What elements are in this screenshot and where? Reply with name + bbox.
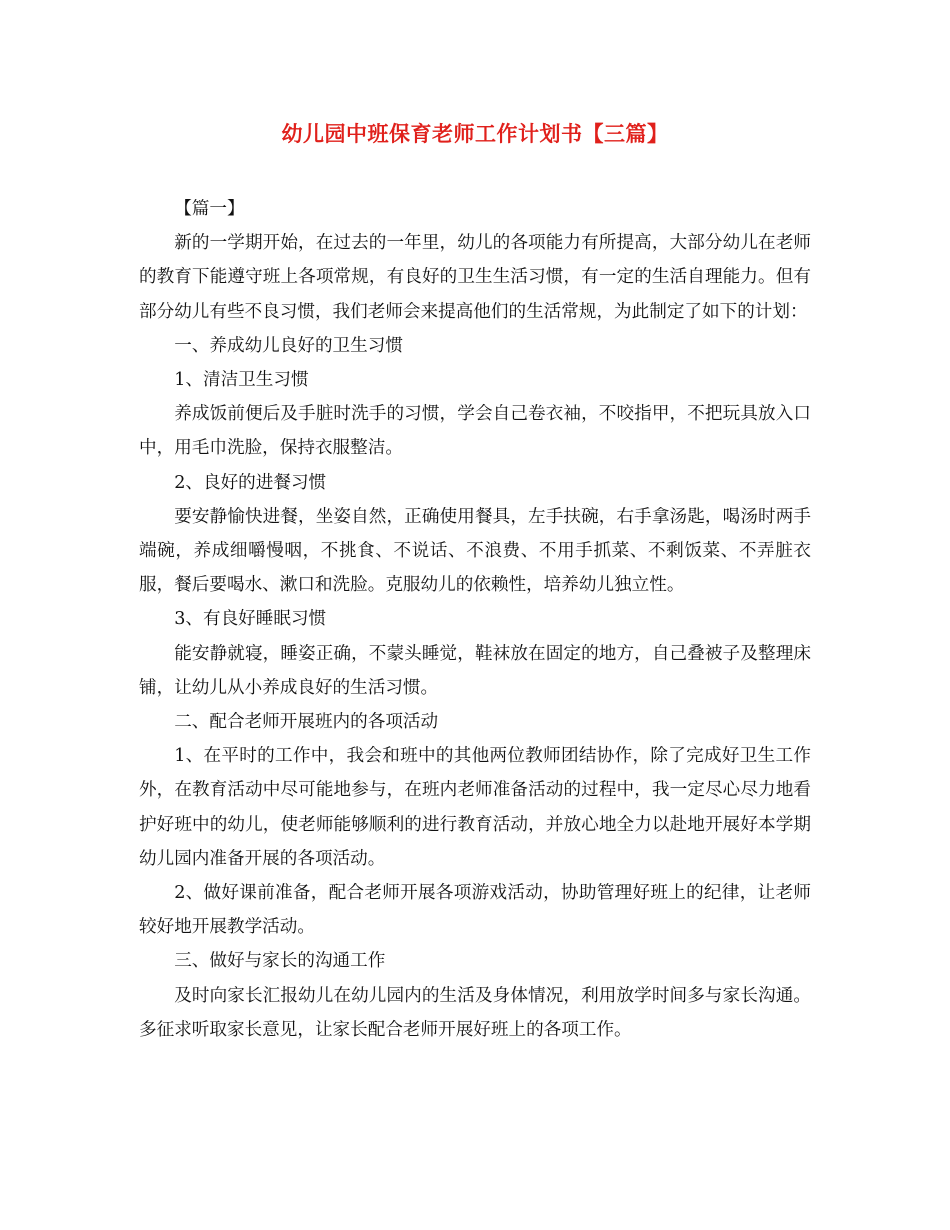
heading-hygiene-habits: 一、养成幼儿良好的卫生习惯 (174, 335, 403, 356)
paragraph-preparation: 2、做好课前准备，配合老师开展各项游戏活动，协助管理好班上的纪律，让老师较好地开展教学活动。 (139, 883, 811, 938)
paragraph-parent-communication: 及时向家长汇报幼儿在幼儿园内的生活及身体情况，利用放学时间多与家长沟通。多征求听取家长意见，让家长配合老师开展好班上的各项工作。 (139, 985, 811, 1040)
subheading-eating: 2、良好的进餐习惯 (174, 472, 327, 493)
document-title: 幼儿园中班保育老师工作计划书【三篇】 (281, 121, 669, 146)
intro-paragraph: 新的一学期开始，在过去的一年里，幼儿的各项能力有所提高，大部分幼儿在老师的教育下能遵守班上各项常规，有良好的卫生生活习惯，有一定的生活自理能力。但有部分幼儿有些不良习惯，我们老师会来提高他们的生活常规，为此制定了如下的计划： (139, 233, 811, 322)
document-body (139, 192, 811, 1047)
paragraph-cleaning: 养成饭前便后及手脏时洗手的习惯，学会自己卷衣袖，不咬指甲，不把玩具放入口中，用毛巾洗脸，保持衣服整洁。 (139, 404, 811, 459)
paragraph-cooperation: 1、在平时的工作中，我会和班中的其他两位教师团结协作，除了完成好卫生工作外，在教育活动中尽可能地参与，在班内老师准备活动的过程中，我一定尽心尽力地看护好班中的幼儿，使老师能够顺利的进行教育活动，并放心地全力以赴地开展好本学期幼儿园内准备开展的各项活动。 (139, 746, 811, 869)
subheading-cleaning: 1、清洁卫生习惯 (174, 370, 309, 391)
paragraph-sleeping: 能安静就寝，睡姿正确，不蒙头睡觉，鞋袜放在固定的地方，自己叠被子及整理床铺，让幼儿从小养成良好的生活习惯。 (139, 643, 811, 698)
paragraph-eating: 要安静愉快进餐，坐姿自然，正确使用餐具，左手扶碗，右手拿汤匙，喝汤时两手端碗，养成细嚼慢咽，不挑食、不说话、不浪费、不用手抓菜、不剩饭菜、不弄脏衣服，餐后要喝水、漱口和洗脸。克服幼儿的依赖性，培养幼儿独立性。 (139, 506, 811, 596)
heading-parent-communication: 三、做好与家长的沟通工作 (174, 951, 386, 972)
section-heading: 【篇一】 (174, 199, 245, 219)
heading-class-activities: 二、配合老师开展班内的各项活动 (174, 712, 439, 733)
subheading-sleeping: 3、有良好睡眠习惯 (174, 609, 327, 630)
